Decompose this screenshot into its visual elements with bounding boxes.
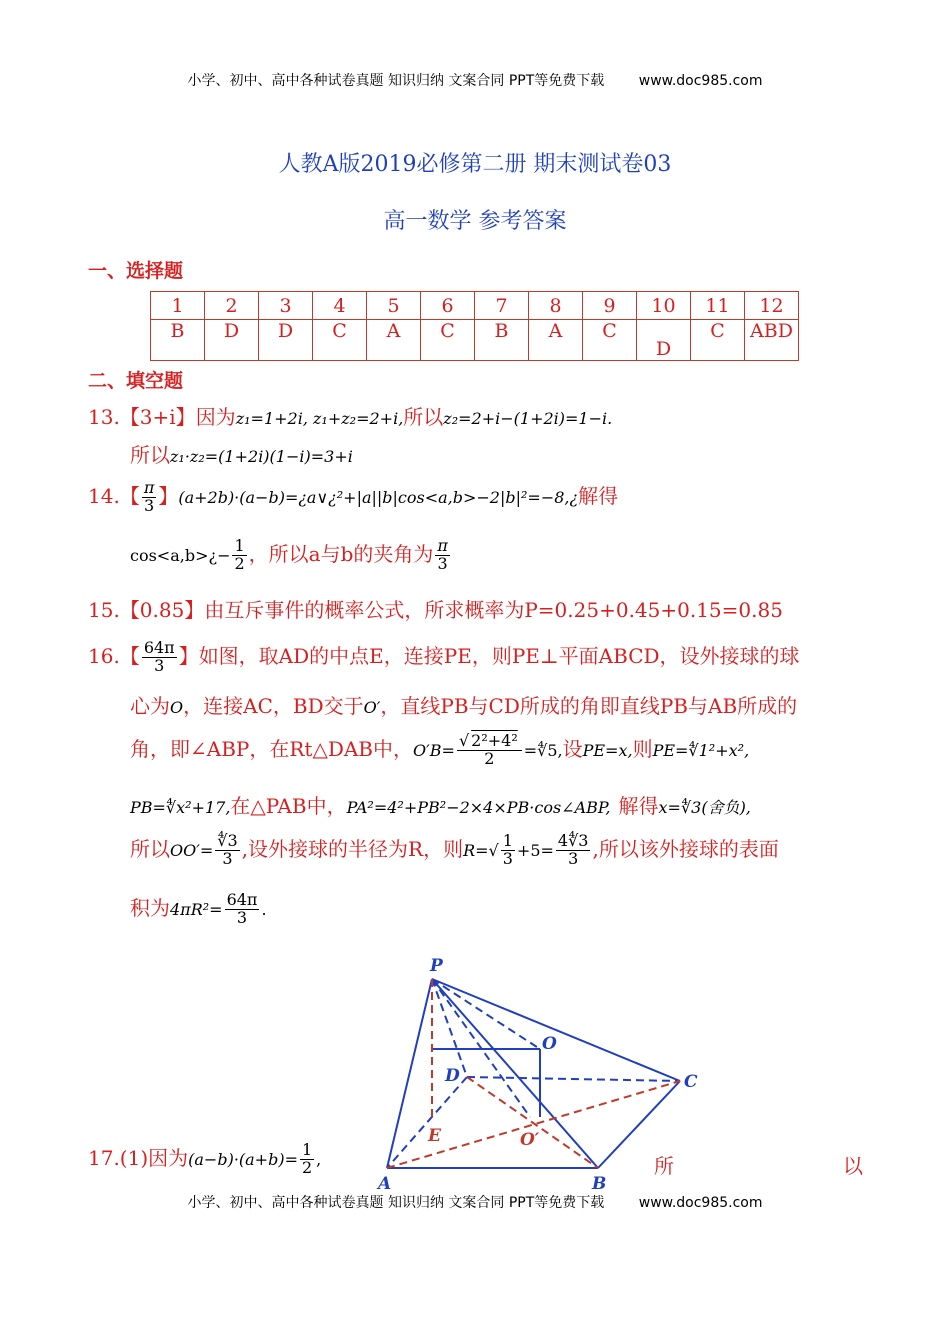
answer-value-cell: C [421, 320, 475, 361]
q16-line4-b: 解得 [618, 794, 659, 818]
q17-den: 2 [301, 1158, 313, 1177]
q16-line5-fraction [215, 833, 239, 868]
answer-value-cell: D [259, 320, 313, 361]
q16-line3-eq4: PE=∜1²+x², [652, 741, 750, 760]
answer-number-cell: 6 [421, 292, 475, 320]
q13-so: 所以 [403, 405, 444, 429]
q16-line5-den: 3 [222, 849, 233, 868]
label-E: E [428, 1126, 441, 1146]
answer-table [150, 291, 799, 361]
q16-line2-b: ，连接AC，BD交于 [183, 694, 364, 718]
q13-because: 因为 [195, 405, 236, 429]
answer-number-cell: 4 [313, 292, 367, 320]
q16-line5-eq3: +5= [516, 841, 554, 860]
answer-value-cell: D [205, 320, 259, 361]
q13-label: 13.【3+i】 [88, 405, 196, 429]
answer-number-cell: 3 [259, 292, 313, 320]
answer-value-cell: ABD [745, 320, 799, 361]
q16-line5-r-fraction [501, 833, 515, 868]
header-text: 小学、初中、高中各种试卷真题 知识归纳 文案合同 PPT等免费下载 [187, 73, 605, 89]
answer-number-cell: 9 [583, 292, 637, 320]
q16-line2-a: 心为 [130, 694, 170, 718]
q16-line3-b: 设 [562, 737, 583, 761]
answer-value-row [151, 320, 799, 361]
edge-PD [432, 979, 467, 1077]
q16-line6-end: . [261, 900, 267, 919]
footer-text: 小学、初中、高中各种试卷真题 知识归纳 文案合同 PPT等免费下载 [187, 1195, 605, 1211]
answer-number-row [151, 292, 799, 320]
q16-line5-eq1: OO′= [170, 841, 214, 860]
q16-line6-eq: 4πR²= [170, 900, 223, 919]
q14-frac-num: π [143, 478, 155, 498]
q16-line6-fraction [225, 892, 260, 927]
label-C: C [684, 1072, 698, 1092]
q16-line1-text: 如图，取AD的中点E，连接PE，则PE⊥平面ABCD，设外接球的球 [198, 644, 800, 668]
section1-heading: 一、选择题 [88, 260, 184, 282]
q16-line5-c: ,所以该外接球的表面 [592, 837, 779, 861]
q14-label-close: 】 [158, 484, 179, 508]
q16-line3-eq1: O′B= [413, 741, 455, 760]
q16-line5-r-den: 3 [502, 849, 513, 868]
q16-line6-a: 积为 [130, 896, 170, 920]
answer-number-cell: 2 [205, 292, 259, 320]
q15-line: 15.【0.85】由互斥事件的概率公式，所求概率为P=0.25+0.45+0.15=0.85 [88, 598, 783, 622]
q16-line4-eq1: PB=∜x²+17, [130, 798, 231, 817]
q17-word2: 以 [843, 1154, 863, 1178]
q16-line2 [130, 690, 797, 719]
q17-eq: (a−b)·(a+b)= [188, 1150, 298, 1169]
q16-line5-r-num: 1 [502, 831, 513, 851]
q13-line2 [130, 439, 353, 468]
q17-fraction [300, 1142, 314, 1177]
label-A: A [378, 1174, 392, 1194]
q17-after: , [316, 1150, 322, 1169]
q16-line4-eq2: PA²=4²+PB²−2×4×PB·cos∠ABP, [346, 798, 611, 817]
q16-line4 [130, 790, 751, 819]
answer-value-cell: A [367, 320, 421, 361]
q16-line5-b: ,设外接球的半径为R，则 [241, 837, 464, 861]
q16-frac-num: 64π [143, 638, 175, 658]
q14-line2-eq: cos<a,b>¿− [130, 546, 231, 565]
q14-ang-den: 3 [437, 554, 448, 573]
q16-line5-f-den: 3 [568, 849, 579, 868]
q13-line2-prefix: 所以 [130, 443, 170, 467]
title-line1: 人教A版2019必修第二册 期末测试卷03 [278, 152, 672, 177]
edge-PC [432, 979, 680, 1081]
page-footer [0, 1192, 950, 1212]
q16-line5-a: 所以 [130, 837, 170, 861]
answer-number-cell: 11 [691, 292, 745, 320]
q16-line6-den: 3 [236, 908, 248, 927]
q16-line3 [130, 733, 749, 768]
q16-line3-fraction [457, 733, 522, 768]
q14-line1 [88, 480, 618, 515]
q14-frac-den: 3 [143, 496, 155, 515]
q16-line3-a: 角，即∠ABP，在Rt△DAB中， [130, 737, 414, 761]
edge-PO [432, 979, 540, 1049]
q16-line5-f-fraction [556, 833, 591, 868]
q16-line4-a: 在△PAB中， [230, 794, 347, 818]
q13-line1 [88, 401, 612, 430]
q16-line3-eq3: PE=x, [582, 741, 633, 760]
q14-half-den: 2 [234, 554, 245, 573]
q16-line3-rad-body: 2²+4² [471, 731, 518, 751]
q16-line2-O2: O′ [363, 698, 381, 717]
q17-num: 1 [301, 1140, 313, 1160]
q16-line6 [130, 892, 267, 927]
q17-line [88, 1142, 321, 1177]
footer-url[interactable]: www.doc985.com [638, 1195, 763, 1211]
edge-DA [387, 1077, 467, 1168]
answer-number-cell: 12 [745, 292, 799, 320]
q14-line2 [130, 538, 452, 573]
answer-value-cell: A [529, 320, 583, 361]
answer-number-cell: 5 [367, 292, 421, 320]
answer-value-cell: C [583, 320, 637, 361]
edge-DC [467, 1077, 680, 1081]
answer-value-cell: D [637, 320, 691, 361]
answer-value-cell: B [151, 320, 205, 361]
page-header [0, 70, 950, 90]
answer-number-cell: 7 [475, 292, 529, 320]
q16-line2-c: ，直线PB与CD所成的角即直线PB与AB所成的 [380, 694, 798, 718]
q16-line4-eq3: x=∜3(舍负), [658, 798, 751, 817]
q16-answer-fraction [142, 640, 177, 675]
section2-heading: 二、填空题 [88, 370, 184, 392]
q16-radical-sign: √ [488, 841, 499, 860]
q13-eq2: z₂=2+i−(1+2i)=1−i. [443, 409, 613, 428]
q16-line2-O: O [170, 698, 184, 717]
header-url[interactable]: www.doc985.com [638, 73, 763, 89]
label-O: O [542, 1034, 557, 1054]
q14-line2-text: ，所以a与b的夹角为 [248, 542, 434, 566]
edge-PA [387, 979, 432, 1168]
title-line2: 高一数学 参考答案 [383, 209, 567, 234]
q17-word1: 所 [654, 1154, 674, 1178]
q14-eq: (a+2b)·(a−b)=¿a∨¿²+|a||b|cos<a,b>−2|b|²=−8,¿ [178, 488, 579, 507]
label-B: B [592, 1174, 607, 1194]
q16-line5-eq2: R= [463, 841, 489, 860]
answer-value-cell: B [475, 320, 529, 361]
q14-angle-fraction [435, 538, 450, 573]
q14-answer-fraction [142, 480, 157, 515]
q16-line3-den: 2 [484, 749, 495, 768]
q14-half-num: 1 [234, 536, 245, 556]
q16-label-close: 】 [178, 644, 199, 668]
q14-solve: 解得 [578, 484, 619, 508]
q14-ang-num: π [437, 536, 448, 556]
label-D: D [445, 1066, 460, 1086]
answer-value-cell: C [313, 320, 367, 361]
q16-line5-f-num: 4∜3 [557, 831, 589, 851]
q16-label-open: 16.【 [88, 644, 140, 668]
q16-line5 [130, 833, 779, 868]
answer-value-cell: C [691, 320, 745, 361]
edge-DB [467, 1077, 598, 1168]
answer-number-cell: 10 [637, 292, 691, 320]
q16-line5-num: ∜3 [217, 831, 238, 851]
label-O-prime: O′ [520, 1130, 540, 1150]
answer-number-cell: 1 [151, 292, 205, 320]
q16-frac-den: 3 [154, 656, 165, 675]
q16-line1 [88, 640, 800, 675]
q16-line3-eq2: =∜5, [523, 741, 563, 760]
q16-line3-rad: √ 2²+4² [457, 733, 522, 751]
q14-label-open: 14.【 [88, 484, 140, 508]
answer-number-cell: 8 [529, 292, 583, 320]
q13-eq3: z₁·z₂=(1+2i)(1−i)=3+i [170, 447, 353, 466]
q17-label: 17.(1)因为 [88, 1146, 189, 1170]
label-P: P [430, 956, 443, 976]
q16-line3-c: 则 [632, 737, 653, 761]
q16-line6-num: 64π [226, 890, 258, 910]
q13-eq1: z₁=1+2i, z₁+z₂=2+i, [235, 409, 404, 428]
q14-half-fraction [232, 538, 246, 573]
